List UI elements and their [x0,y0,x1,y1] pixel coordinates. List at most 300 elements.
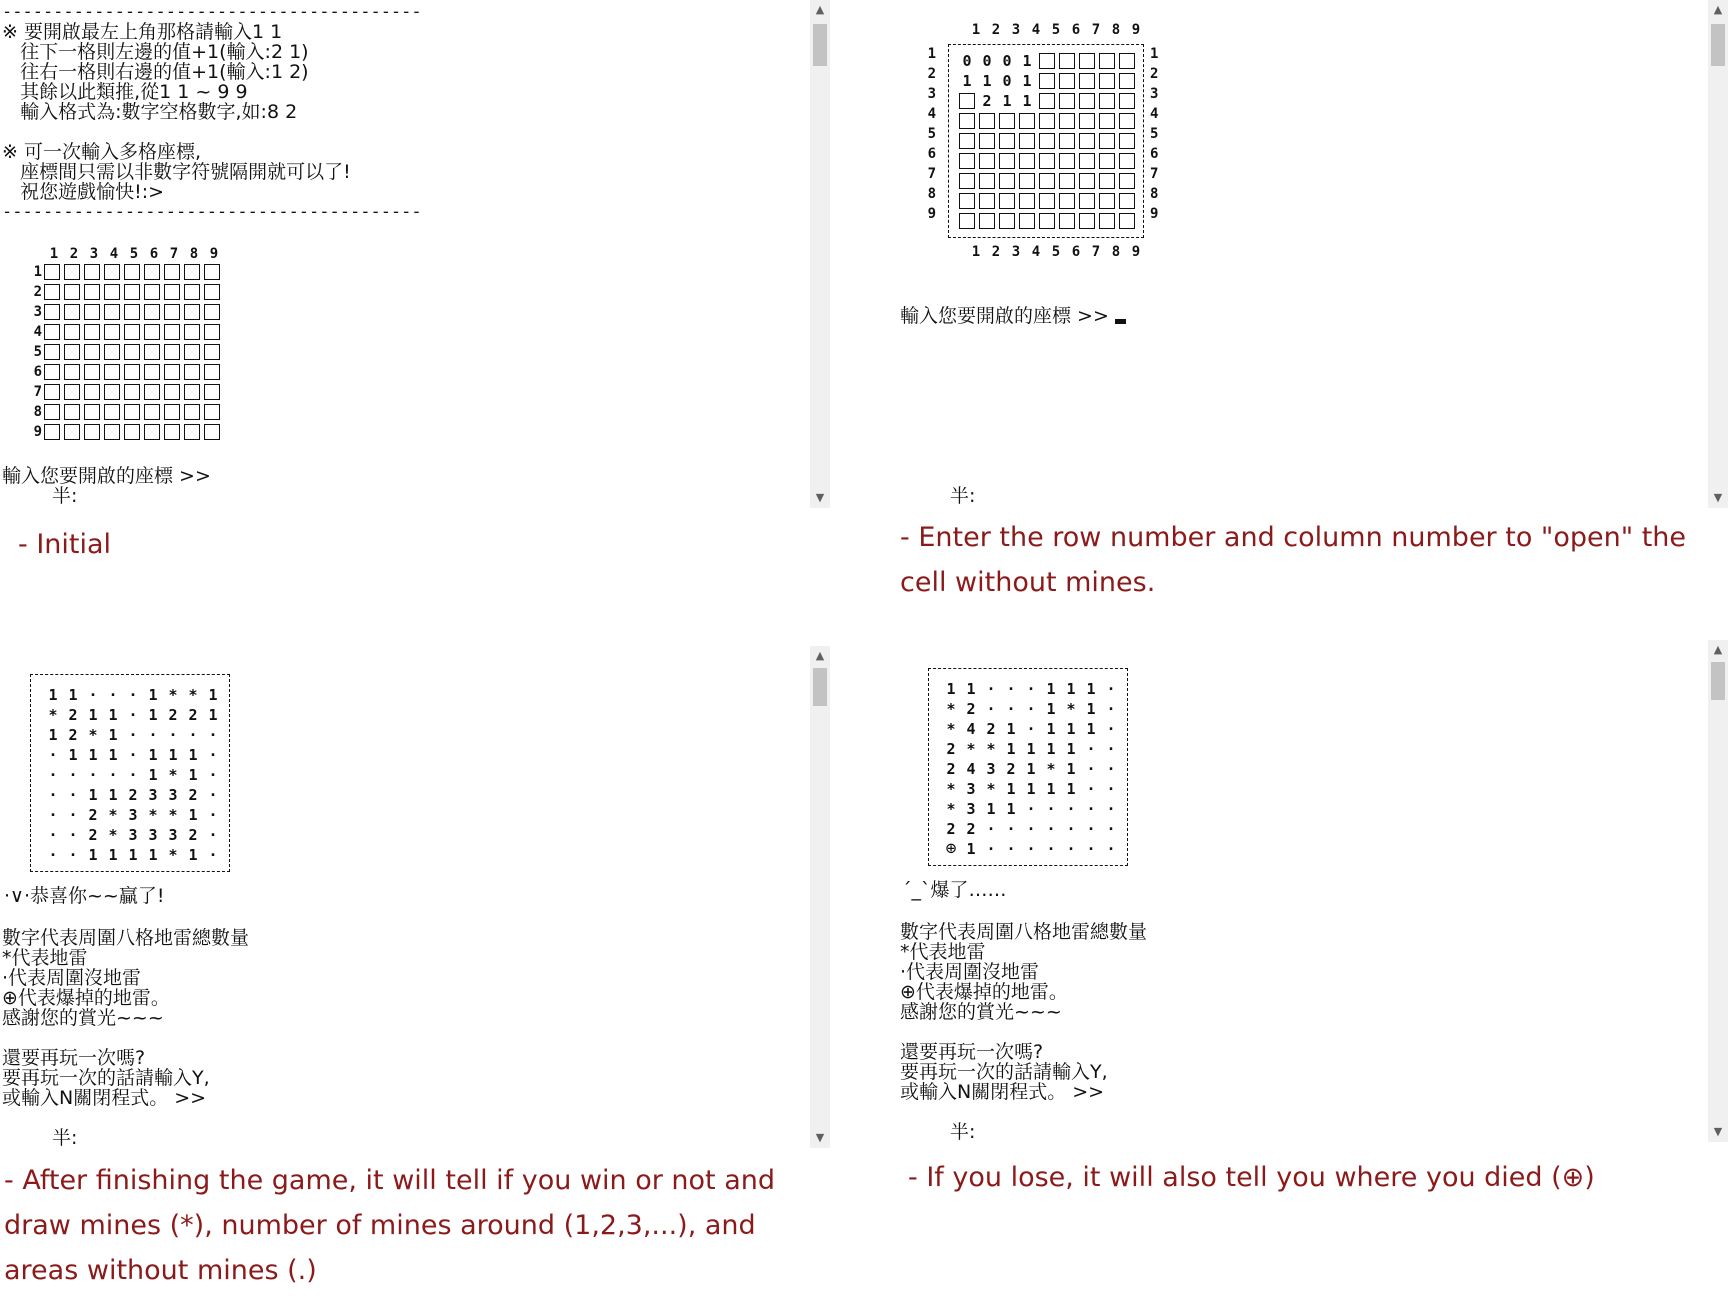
unopened-cell[interactable] [979,213,995,229]
row-label: 8 [927,186,936,202]
revealed-cell: 2 [982,92,992,110]
unopened-cell[interactable] [1019,153,1035,169]
column-label: 6 [149,246,159,262]
unopened-cell[interactable] [164,424,180,440]
board-row [43,705,223,725]
caption-open: - Enter the row number and column number to "open" the cell without mines. [900,522,1687,598]
unopened-cell[interactable] [959,93,975,109]
empty-cell: · [88,766,98,784]
unopened-cell[interactable] [979,133,995,149]
empty-cell: · [986,700,996,718]
unopened-cell[interactable] [44,264,60,280]
board-row [941,699,1121,719]
number-cell: 1 [1006,740,1016,758]
number-cell: 1 [148,686,158,704]
number-cell: 3 [168,786,178,804]
unopened-cell[interactable] [164,324,180,340]
unopened-cell[interactable] [1039,133,1055,149]
board-row [28,262,224,282]
text-cursor[interactable] [1115,319,1126,324]
unopened-cell[interactable] [204,424,220,440]
board-row [941,679,1121,699]
empty-cell: · [1086,740,1096,758]
number-cell: 2 [946,760,956,778]
unopened-cell[interactable] [1019,213,1035,229]
unopened-cell[interactable] [1119,133,1135,149]
board-row [43,765,223,785]
unopened-cell[interactable] [84,304,100,320]
empty-cell: · [1106,760,1116,778]
number-cell: 1 [1046,680,1056,698]
vertical-scrollbar[interactable] [810,0,830,508]
empty-cell: · [48,786,58,804]
empty-cell: · [1086,780,1096,798]
unopened-cell[interactable] [84,344,100,360]
scroll-thumb[interactable] [813,668,827,706]
unopened-cell[interactable] [164,384,180,400]
console-output [0,646,810,1148]
unopened-cell[interactable] [959,153,975,169]
unopened-cell[interactable] [104,304,120,320]
unopened-cell[interactable] [1039,113,1055,129]
column-label: 9 [209,246,219,262]
revealed-cell: 1 [1022,92,1032,110]
empty-cell: · [208,766,218,784]
mine-cell: * [1046,760,1056,778]
empty-cell: · [128,726,138,744]
unopened-cell[interactable] [1119,53,1135,69]
unopened-cell[interactable] [1119,213,1135,229]
unopened-cell[interactable] [1079,193,1095,209]
unopened-cell[interactable] [124,424,140,440]
unopened-cell[interactable] [124,384,140,400]
number-cell: 1 [148,706,158,724]
unopened-cell[interactable] [1059,213,1075,229]
column-label: 2 [991,22,1001,38]
row-label: 5 [927,126,936,142]
legend-line: ·代表周圍沒地雷 [900,961,1040,983]
number-cell: 1 [108,706,118,724]
unopened-cell[interactable] [1119,153,1135,169]
unopened-cell[interactable] [1099,213,1115,229]
empty-cell: · [986,820,996,838]
unopened-cell[interactable] [1039,173,1055,189]
unopened-cell[interactable] [1119,93,1135,109]
number-cell: 2 [68,726,78,744]
unopened-cell[interactable] [1019,173,1035,189]
empty-cell: · [1066,840,1076,858]
column-label: 8 [1111,244,1121,260]
number-cell: 2 [946,740,956,758]
unopened-cell[interactable] [1099,73,1115,89]
unopened-cell[interactable] [959,173,975,189]
number-cell: 2 [88,826,98,844]
number-cell: 2 [188,786,198,804]
row-label: 1 [1150,46,1159,62]
instruction-line: 座標間只需以非數字符號隔開就可以了! [2,161,351,183]
unopened-cell[interactable] [124,284,140,300]
unopened-cell[interactable] [1079,133,1095,149]
empty-cell: · [1006,700,1016,718]
number-cell: 1 [148,746,158,764]
unopened-cell[interactable] [959,113,975,129]
unopened-cell[interactable] [164,364,180,380]
unopened-cell[interactable] [184,384,200,400]
unopened-cell[interactable] [204,304,220,320]
empty-cell: · [1106,680,1116,698]
scroll-down-icon[interactable]: ▼ [815,1131,825,1144]
number-cell: 3 [168,826,178,844]
unopened-cell[interactable] [184,284,200,300]
unopened-cell[interactable] [184,264,200,280]
unopened-cell[interactable] [1099,193,1115,209]
minefield-open [922,22,1170,260]
unopened-cell[interactable] [64,344,80,360]
revealed-cell: 0 [1002,72,1012,90]
mine-cell: * [946,720,956,738]
unopened-cell[interactable] [959,213,975,229]
unopened-cell[interactable] [144,424,160,440]
unopened-cell[interactable] [64,284,80,300]
empty-cell: · [1026,680,1036,698]
board-row [28,382,224,402]
number-cell: 1 [108,726,118,744]
unopened-cell[interactable] [144,364,160,380]
number-cell: 1 [108,786,118,804]
unopened-cell[interactable] [44,424,60,440]
scroll-down-icon[interactable]: ▼ [815,491,825,504]
unopened-cell[interactable] [204,324,220,340]
unopened-cell[interactable] [84,424,100,440]
unopened-cell[interactable] [1119,193,1135,209]
unopened-cell[interactable] [1079,113,1095,129]
vertical-scrollbar[interactable] [1708,640,1728,1142]
unopened-cell[interactable] [1079,173,1095,189]
legend-line: 數字代表周圍八格地雷總數量 [2,927,250,949]
board-row [957,131,1137,151]
unopened-cell[interactable] [1019,133,1035,149]
unopened-cell[interactable] [999,213,1015,229]
prompt-text: 輸入您要開啟的座標 >> [900,305,1109,327]
unopened-cell[interactable] [959,193,975,209]
unopened-cell[interactable] [184,304,200,320]
number-cell: 1 [108,846,118,864]
unopened-cell[interactable] [144,324,160,340]
unopened-cell[interactable] [1039,193,1055,209]
scroll-down-icon[interactable]: ▼ [1713,1125,1723,1138]
scroll-down-icon[interactable]: ▼ [1713,491,1723,504]
unopened-cell[interactable] [1059,193,1075,209]
ime-status: 半: [950,485,976,507]
unopened-cell[interactable] [1079,153,1095,169]
column-label: 5 [129,246,139,262]
revealed-cell: 0 [1002,52,1012,70]
number-cell: 1 [1086,720,1096,738]
unopened-cell[interactable] [64,324,80,340]
mine-cell: * [966,740,976,758]
mine-cell: * [88,726,98,744]
unopened-cell[interactable] [1079,213,1095,229]
vertical-scrollbar[interactable] [1708,0,1728,508]
board-frame [928,668,1128,866]
unopened-cell[interactable] [1059,73,1075,89]
unopened-cell[interactable] [64,404,80,420]
scroll-thumb[interactable] [1711,24,1725,66]
unopened-cell[interactable] [44,304,60,320]
unopened-cell[interactable] [44,404,60,420]
unopened-cell[interactable] [64,384,80,400]
scroll-up-icon[interactable]: ▲ [1713,643,1723,656]
row-label: 6 [33,364,42,380]
empty-cell: · [1086,760,1096,778]
number-cell: 4 [966,720,976,738]
unopened-cell[interactable] [1039,73,1055,89]
unopened-cell[interactable] [144,384,160,400]
row-label: 8 [33,404,42,420]
coordinate-prompt: 輸入您要開啟的座標 >> [2,465,211,487]
empty-cell: · [208,846,218,864]
number-cell: 1 [946,680,956,698]
scroll-up-icon[interactable]: ▲ [815,3,825,16]
row-labels-right [1144,44,1170,238]
scroll-thumb[interactable] [1711,662,1725,700]
column-label: 3 [1011,22,1021,38]
scroll-up-icon[interactable]: ▲ [815,649,825,662]
unopened-cell[interactable] [124,264,140,280]
unopened-cell[interactable] [124,304,140,320]
unopened-cell[interactable] [144,284,160,300]
unopened-cell[interactable] [1059,133,1075,149]
board-row [957,211,1137,231]
unopened-cell[interactable] [84,384,100,400]
unopened-cell[interactable] [1079,93,1095,109]
unopened-cell[interactable] [184,404,200,420]
row-label: 4 [33,324,42,340]
unopened-cell[interactable] [104,264,120,280]
row-label: 3 [927,86,936,102]
board-row [43,685,223,705]
board-row [28,402,224,422]
unopened-cell[interactable] [1079,73,1095,89]
board-row [28,342,224,362]
row-label: 6 [1150,146,1159,162]
unopened-cell[interactable] [84,364,100,380]
unopened-cell[interactable] [1099,53,1115,69]
column-label: 5 [1051,22,1061,38]
unopened-cell[interactable] [1039,213,1055,229]
column-label: 9 [1131,244,1141,260]
instruction-line: 祝您遊戲愉快!:> [2,181,165,203]
unopened-cell[interactable] [204,384,220,400]
unopened-cell[interactable] [204,264,220,280]
unopened-cell[interactable] [1099,113,1115,129]
unopened-cell[interactable] [104,364,120,380]
row-label: 7 [33,384,42,400]
number-cell: 1 [1086,700,1096,718]
unopened-cell[interactable] [1019,193,1035,209]
unopened-cell[interactable] [164,264,180,280]
number-cell: 1 [1046,740,1056,758]
unopened-cell[interactable] [44,324,60,340]
unopened-cell[interactable] [204,364,220,380]
unopened-cell[interactable] [1079,53,1095,69]
unopened-cell[interactable] [1099,153,1115,169]
unopened-cell[interactable] [999,153,1015,169]
number-cell: 1 [88,746,98,764]
unopened-cell[interactable] [184,424,200,440]
number-cell: 1 [208,706,218,724]
unopened-cell[interactable] [1099,133,1115,149]
unopened-cell[interactable] [44,284,60,300]
unopened-cell[interactable] [999,133,1015,149]
empty-cell: · [68,846,78,864]
legend-line: ⊕代表爆掉的地雷。 [2,987,170,1009]
instruction-line: 其餘以此類推,從1 1 ~ 9 9 [2,81,248,103]
unopened-cell[interactable] [104,384,120,400]
row-label: 9 [1150,206,1159,222]
unopened-cell[interactable] [44,364,60,380]
unopened-cell[interactable] [104,404,120,420]
unopened-cell[interactable] [999,113,1015,129]
empty-cell: · [1046,820,1056,838]
board-row [43,805,223,825]
unopened-cell[interactable] [184,364,200,380]
number-cell: 1 [1066,760,1076,778]
unopened-cell[interactable] [144,264,160,280]
empty-cell: · [1086,800,1096,818]
unopened-cell[interactable] [44,344,60,360]
unopened-cell[interactable] [1059,153,1075,169]
unopened-cell[interactable] [104,284,120,300]
number-cell: 2 [966,700,976,718]
unopened-cell[interactable] [204,404,220,420]
board-row [957,111,1137,131]
legend-line: 感謝您的賞光~~~ [900,1001,1062,1023]
mine-cell: * [946,700,956,718]
unopened-cell[interactable] [1039,53,1055,69]
number-cell: 2 [986,720,996,738]
unopened-cell[interactable] [1039,93,1055,109]
unopened-cell[interactable] [64,304,80,320]
empty-cell: · [48,746,58,764]
legend [900,922,1147,1022]
empty-cell: · [1026,820,1036,838]
empty-cell: · [128,686,138,704]
unopened-cell[interactable] [104,424,120,440]
replay-line: 要再玩一次的話請輸入Y, [900,1061,1108,1083]
unopened-cell[interactable] [204,344,220,360]
empty-cell: · [1026,700,1036,718]
unopened-cell[interactable] [999,173,1015,189]
unopened-cell[interactable] [104,324,120,340]
unopened-cell[interactable] [1059,93,1075,109]
unopened-cell[interactable] [124,344,140,360]
revealed-cell: 1 [1022,72,1032,90]
unopened-cell[interactable] [184,324,200,340]
unopened-cell[interactable] [979,173,995,189]
scroll-up-icon[interactable]: ▲ [1713,3,1723,16]
scroll-thumb[interactable] [813,24,827,66]
caption-win: - After finishing the game, it will tell if you win or not and draw mines (*), number of mines around (1,2,3,...), and areas without mines (.) [4,1165,776,1286]
unopened-cell[interactable] [999,193,1015,209]
unopened-cell[interactable] [164,304,180,320]
unopened-cell[interactable] [124,364,140,380]
unopened-cell[interactable] [84,264,100,280]
instruction-line: ※ 要開啟最左上角那格請輸入1 1 [2,21,283,43]
column-label: 2 [991,244,1001,260]
unopened-cell[interactable] [164,404,180,420]
unopened-cell[interactable] [64,424,80,440]
revealed-cell: 1 [1022,52,1032,70]
unopened-cell[interactable] [959,133,975,149]
unopened-cell[interactable] [979,153,995,169]
unopened-cell[interactable] [1059,53,1075,69]
unopened-cell[interactable] [979,193,995,209]
replay-line: 或輸入N關閉程式。 >> [900,1081,1105,1103]
exploded-mine-cell: ⊕ [945,838,957,859]
unopened-cell[interactable] [1019,113,1035,129]
ime-status: 半: [52,485,78,507]
legend-line: *代表地雷 [2,947,88,969]
unopened-cell[interactable] [1119,173,1135,189]
unopened-cell[interactable] [64,364,80,380]
game-result: ˊ_ˋ爆了…… [902,879,1007,901]
unopened-cell[interactable] [1119,113,1135,129]
unopened-cell[interactable] [144,344,160,360]
unopened-cell[interactable] [44,384,60,400]
instruction-line: 往下一格則左邊的值+1(輸入:2 1) [2,41,309,63]
unopened-cell[interactable] [184,344,200,360]
unopened-cell[interactable] [1119,73,1135,89]
unopened-cell[interactable] [1059,173,1075,189]
vertical-scrollbar[interactable] [810,646,830,1148]
unopened-cell[interactable] [104,344,120,360]
number-cell: 1 [88,846,98,864]
row-label: 7 [927,166,936,182]
column-labels-top [922,22,1170,38]
unopened-cell[interactable] [64,264,80,280]
unopened-cell[interactable] [1039,153,1055,169]
empty-cell: · [1106,800,1116,818]
number-cell: 1 [148,766,158,784]
board-row [43,725,223,745]
unopened-cell[interactable] [144,304,160,320]
number-cell: 1 [1086,680,1096,698]
revealed-cell: 1 [962,72,972,90]
row-label: 4 [927,106,936,122]
mine-cell: * [168,806,178,824]
unopened-cell[interactable] [124,404,140,420]
unopened-cell[interactable] [1059,113,1075,129]
number-cell: 1 [1066,680,1076,698]
unopened-cell[interactable] [84,404,100,420]
unopened-cell[interactable] [144,404,160,420]
unopened-cell[interactable] [124,324,140,340]
number-cell: 1 [108,746,118,764]
instruction-line [2,122,422,142]
unopened-cell[interactable] [1099,93,1115,109]
unopened-cell[interactable] [979,113,995,129]
unopened-cell[interactable] [84,324,100,340]
unopened-cell[interactable] [84,284,100,300]
unopened-cell[interactable] [1099,173,1115,189]
unopened-cell[interactable] [164,284,180,300]
unopened-cell[interactable] [204,284,220,300]
row-label: 2 [927,66,936,82]
number-cell: 1 [88,706,98,724]
empty-cell: · [1066,820,1076,838]
unopened-cell[interactable] [164,344,180,360]
